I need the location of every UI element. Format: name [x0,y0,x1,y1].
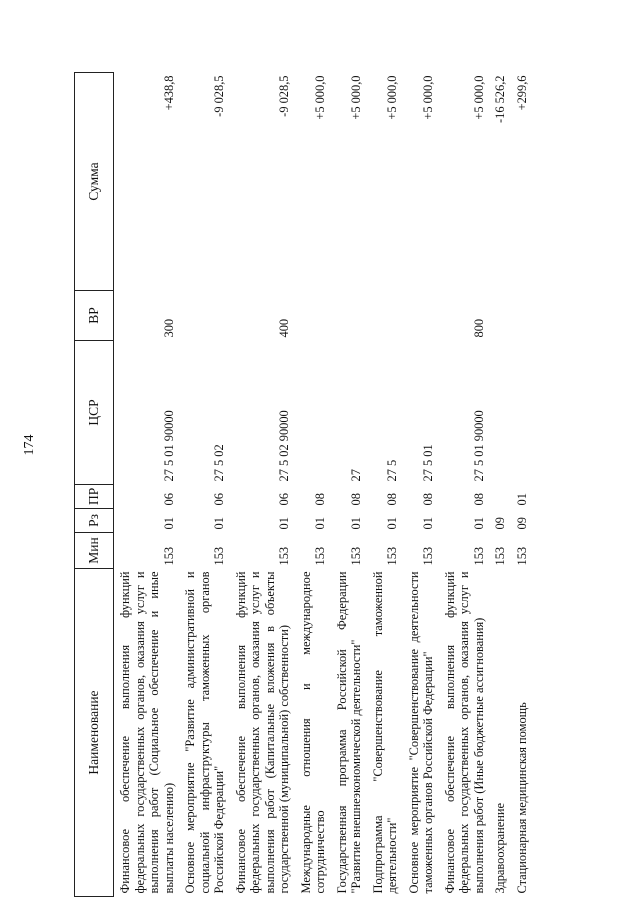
row-rz: 01 [471,517,486,530]
row-rz: 01 [349,517,363,530]
page-number: 174 [22,434,37,456]
row-vr: 800 [471,318,486,338]
row-min: 153 [385,546,399,566]
row-min: 153 [421,546,435,566]
row-csr: 27 5 01 90000 [161,410,176,482]
row-name: Стационарная медицинская помощь [514,702,529,894]
row-vr [295,291,331,341]
row-pr: 08 [385,493,399,506]
row-sum: +299,6 [514,75,529,111]
row-vr: 300 [161,318,176,338]
header-name: Наименование [75,569,114,897]
row-pr: 08 [349,493,363,506]
table-row [511,73,533,897]
row-pr: 08 [471,493,486,506]
row-sum: -9 028,5 [277,75,291,117]
row-sum: +5 000,0 [349,75,363,120]
row-rz: 01 [212,517,226,530]
row-min: 153 [493,546,507,566]
table-row [179,73,230,897]
header-rz: Рз [75,509,114,533]
row-vr [367,291,403,341]
header-vr: ВР [75,291,114,341]
row-min: 153 [313,546,327,566]
row-pr: 08 [313,493,327,506]
row-rz: 01 [161,517,176,530]
row-vr [511,291,533,341]
table-row [230,73,295,897]
table-row [331,73,367,897]
row-pr: 06 [212,493,226,506]
row-name: Подпрограмма "Совершенствование таможенной деятельности" [370,571,399,894]
row-csr: 27 5 02 90000 [277,410,291,482]
row-rz: 01 [277,517,291,530]
row-rz: 01 [385,517,399,530]
row-name: Здравоохранение [493,802,507,894]
row-csr [295,341,331,485]
table-row [295,73,331,897]
row-rz: 09 [493,517,507,530]
header-csr: ЦСР [75,341,114,485]
header-sum: Сумма [75,73,114,291]
row-sum: +5 000,0 [313,75,327,120]
row-pr: 06 [277,493,291,506]
table-row [403,73,439,897]
row-min: 153 [514,546,529,566]
table-row [489,73,511,897]
budget-table [74,72,532,897]
row-vr: 400 [277,318,291,338]
table-row [367,73,403,897]
row-min: 153 [212,546,226,566]
row-name: Основное мероприятие "Совершенствование деятельности таможенных органов Российской Федерации" [406,571,435,894]
row-sum: -9 028,5 [212,75,226,117]
table-row [439,73,490,897]
row-pr: 01 [514,493,529,506]
row-min: 153 [161,546,176,566]
row-name: Государственная программа Российской Федерации "Развитие внешнеэкономической деятельности" [334,571,363,894]
table-header-row [75,73,114,897]
row-sum: +5 000,0 [471,75,486,120]
row-csr: 27 5 [385,459,399,482]
row-rz: 01 [421,517,435,530]
row-min: 153 [349,546,363,566]
row-vr [179,291,230,341]
row-name: Финансовое обеспечение выполнения функций федеральных государственных органов, оказания услуг и выполнения работ (Иные бюджетные ассигнования) [442,571,486,894]
row-pr [489,485,511,509]
row-pr: 08 [421,493,435,506]
row-pr: 06 [161,493,176,506]
row-csr: 27 [349,469,363,482]
row-csr: 27 5 01 90000 [471,410,486,482]
row-name: Финансовое обеспечение выполнения функций федеральных государственных органов, оказания услуг и выполнения работ (Социальное обеспечение и иные выплаты населению) [118,571,176,894]
row-csr: 27 5 01 [421,444,435,482]
row-rz: 09 [514,517,529,530]
row-name: Основное мероприятие "Развитие административной и социальной инфраструктуры таможенных органов Российской Федерации" [183,571,226,894]
row-sum: +5 000,0 [385,75,399,120]
row-name: Финансовое обеспечение выполнения функций федеральных государственных органов, оказания услуг и выполнения работ (Капитальные вложения в объекты государственной (муниципальной) собственности) [233,571,291,894]
row-sum: +438,8 [161,75,176,111]
header-min: Мин [75,533,114,569]
row-sum: -16 526,2 [493,75,507,123]
row-vr [489,291,511,341]
row-min: 153 [471,546,486,566]
row-csr [511,341,533,485]
row-rz: 01 [313,517,327,530]
row-min: 153 [277,546,291,566]
row-csr [489,341,511,485]
row-name: Международные отношения и международное сотрудничество [298,571,327,894]
header-pr: ПР [75,485,114,509]
row-csr: 27 5 02 [212,444,226,482]
row-sum: +5 000,0 [421,75,435,120]
table-row [114,73,180,897]
row-vr [331,291,367,341]
row-vr [403,291,439,341]
